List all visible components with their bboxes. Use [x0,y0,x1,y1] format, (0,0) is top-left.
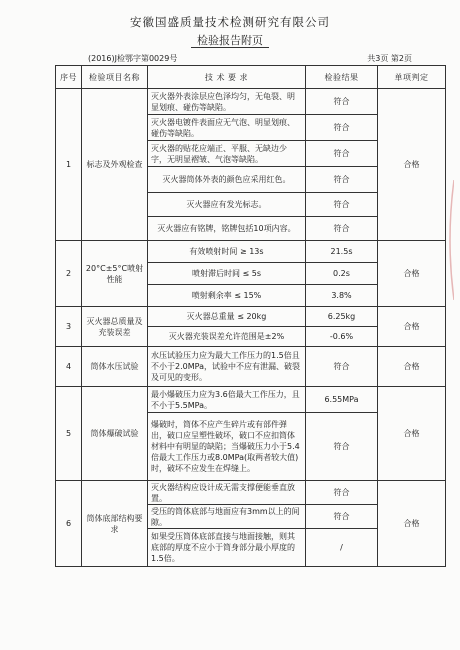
table-row [56,89,446,115]
item-verdict: 合格 [378,481,446,567]
item-number: 5 [56,387,82,481]
result-value: 符合 [306,167,378,193]
requirement-text: 水压试验压力应为最大工作压力的1.5倍且不小于2.0MPa，试验中不应有泄漏、破裂及可见的变形。 [148,347,306,387]
item-name: 筒体底部结构要求 [82,481,148,567]
requirement-text: 灭火器的贴花应端正、平服、无缺边少字，无明显褶皱、气泡等缺陷。 [148,141,306,167]
result-value: 符合 [306,89,378,115]
table-row [56,347,446,387]
table-row [56,387,446,413]
requirement-text: 灭火器电镀件表面应无气泡、明显划痕、碰伤等缺陷。 [148,115,306,141]
result-value: 0.2s [306,263,378,285]
table-row [56,307,446,327]
requirement-text: 喷射滞后时间 ≤ 5s [148,263,306,285]
item-number: 6 [56,481,82,567]
result-value: 符合 [306,217,378,241]
col-header-requirement: 技 术 要 求 [148,66,306,89]
requirement-text: 灭火器外表涂层应色泽均匀，无龟裂、明显划痕、碰伤等缺陷。 [148,89,306,115]
requirement-text: 喷射剩余率 ≤ 15% [148,285,306,307]
table-header-row [56,66,446,89]
item-verdict: 合格 [378,241,446,307]
page-subtitle [0,32,460,48]
result-value: 符合 [306,481,378,505]
result-value: / [306,529,378,567]
col-header-verdict: 单项判定 [378,66,446,89]
result-value: 符合 [306,141,378,167]
item-name: 20°C±5°C喷射性能 [82,241,148,307]
requirement-text: 灭火器应有铭牌，铭牌包括10项内容。 [148,217,306,241]
item-number: 4 [56,347,82,387]
requirement-text: 灭火器结构应设计成无需支撑便能垂直放置。 [148,481,306,505]
item-number: 2 [56,241,82,307]
item-verdict: 合格 [378,89,446,241]
requirement-text: 如果受压筒体底部直接与地面接触，则其底部的厚度不应小于筒身部分最小厚度的1.5倍。 [148,529,306,567]
item-verdict: 合格 [378,387,446,481]
col-header-no: 序号 [56,66,82,89]
result-value: 符合 [306,193,378,217]
table-row [56,481,446,505]
requirement-text: 灭火器充装误差允许范围是±2% [148,327,306,347]
item-number: 3 [56,307,82,347]
requirement-text: 有效喷射时间 ≥ 13s [148,241,306,263]
requirement-text: 受压的筒体底部与地面应有3mm以上的间隙。 [148,505,306,529]
item-name: 标志及外观检查 [82,89,148,241]
item-name: 筒体爆破试验 [82,387,148,481]
item-name: 灭火器总质量及充装误差 [82,307,148,347]
result-value: 6.55MPa [306,387,378,413]
result-value: 3.8% [306,285,378,307]
requirement-text: 灭火器总重量 ≤ 20kg [148,307,306,327]
result-value: 符合 [306,505,378,529]
requirement-text: 灭火器筒体外表的颜色应采用红色。 [148,167,306,193]
col-header-item: 检验项目名称 [82,66,148,89]
result-value: 21.5s [306,241,378,263]
result-value: 符合 [306,115,378,141]
item-number: 1 [56,89,82,241]
requirement-text: 爆破时，筒体不应产生碎片或有部件弹出，破口应呈塑性破坏，破口不应扣筒体材料中有明显的缺陷；当爆破压力小于5.4倍最大工作压力或8.0MPa(取两者较大值)时，破坏不应发生在焊缝上。 [148,413,306,481]
item-verdict: 合格 [378,307,446,347]
result-value: -0.6% [306,327,378,347]
page-info: 共3页 第2页 [367,54,412,63]
result-value: 符合 [306,413,378,481]
result-value: 6.25kg [306,307,378,327]
requirement-text: 最小爆破压力应为3.6倍最大工作压力，且不小于5.5MPa。 [148,387,306,413]
seal-edge-mark [444,180,454,300]
report-number: (2016)J检鄂字第0029号 [88,54,178,63]
requirement-text: 灭火器应有发光标志。 [148,193,306,217]
inspection-table [55,65,446,567]
item-verdict: 合格 [378,347,446,387]
company-title: 安徽国盛质量技术检测研究有限公司 [130,15,330,29]
col-header-result: 检验结果 [306,66,378,89]
table-row [56,241,446,263]
subtitle-text: 检验报告附页 [191,34,269,48]
result-value: 符合 [306,347,378,387]
item-name: 筒体水压试验 [82,347,148,387]
